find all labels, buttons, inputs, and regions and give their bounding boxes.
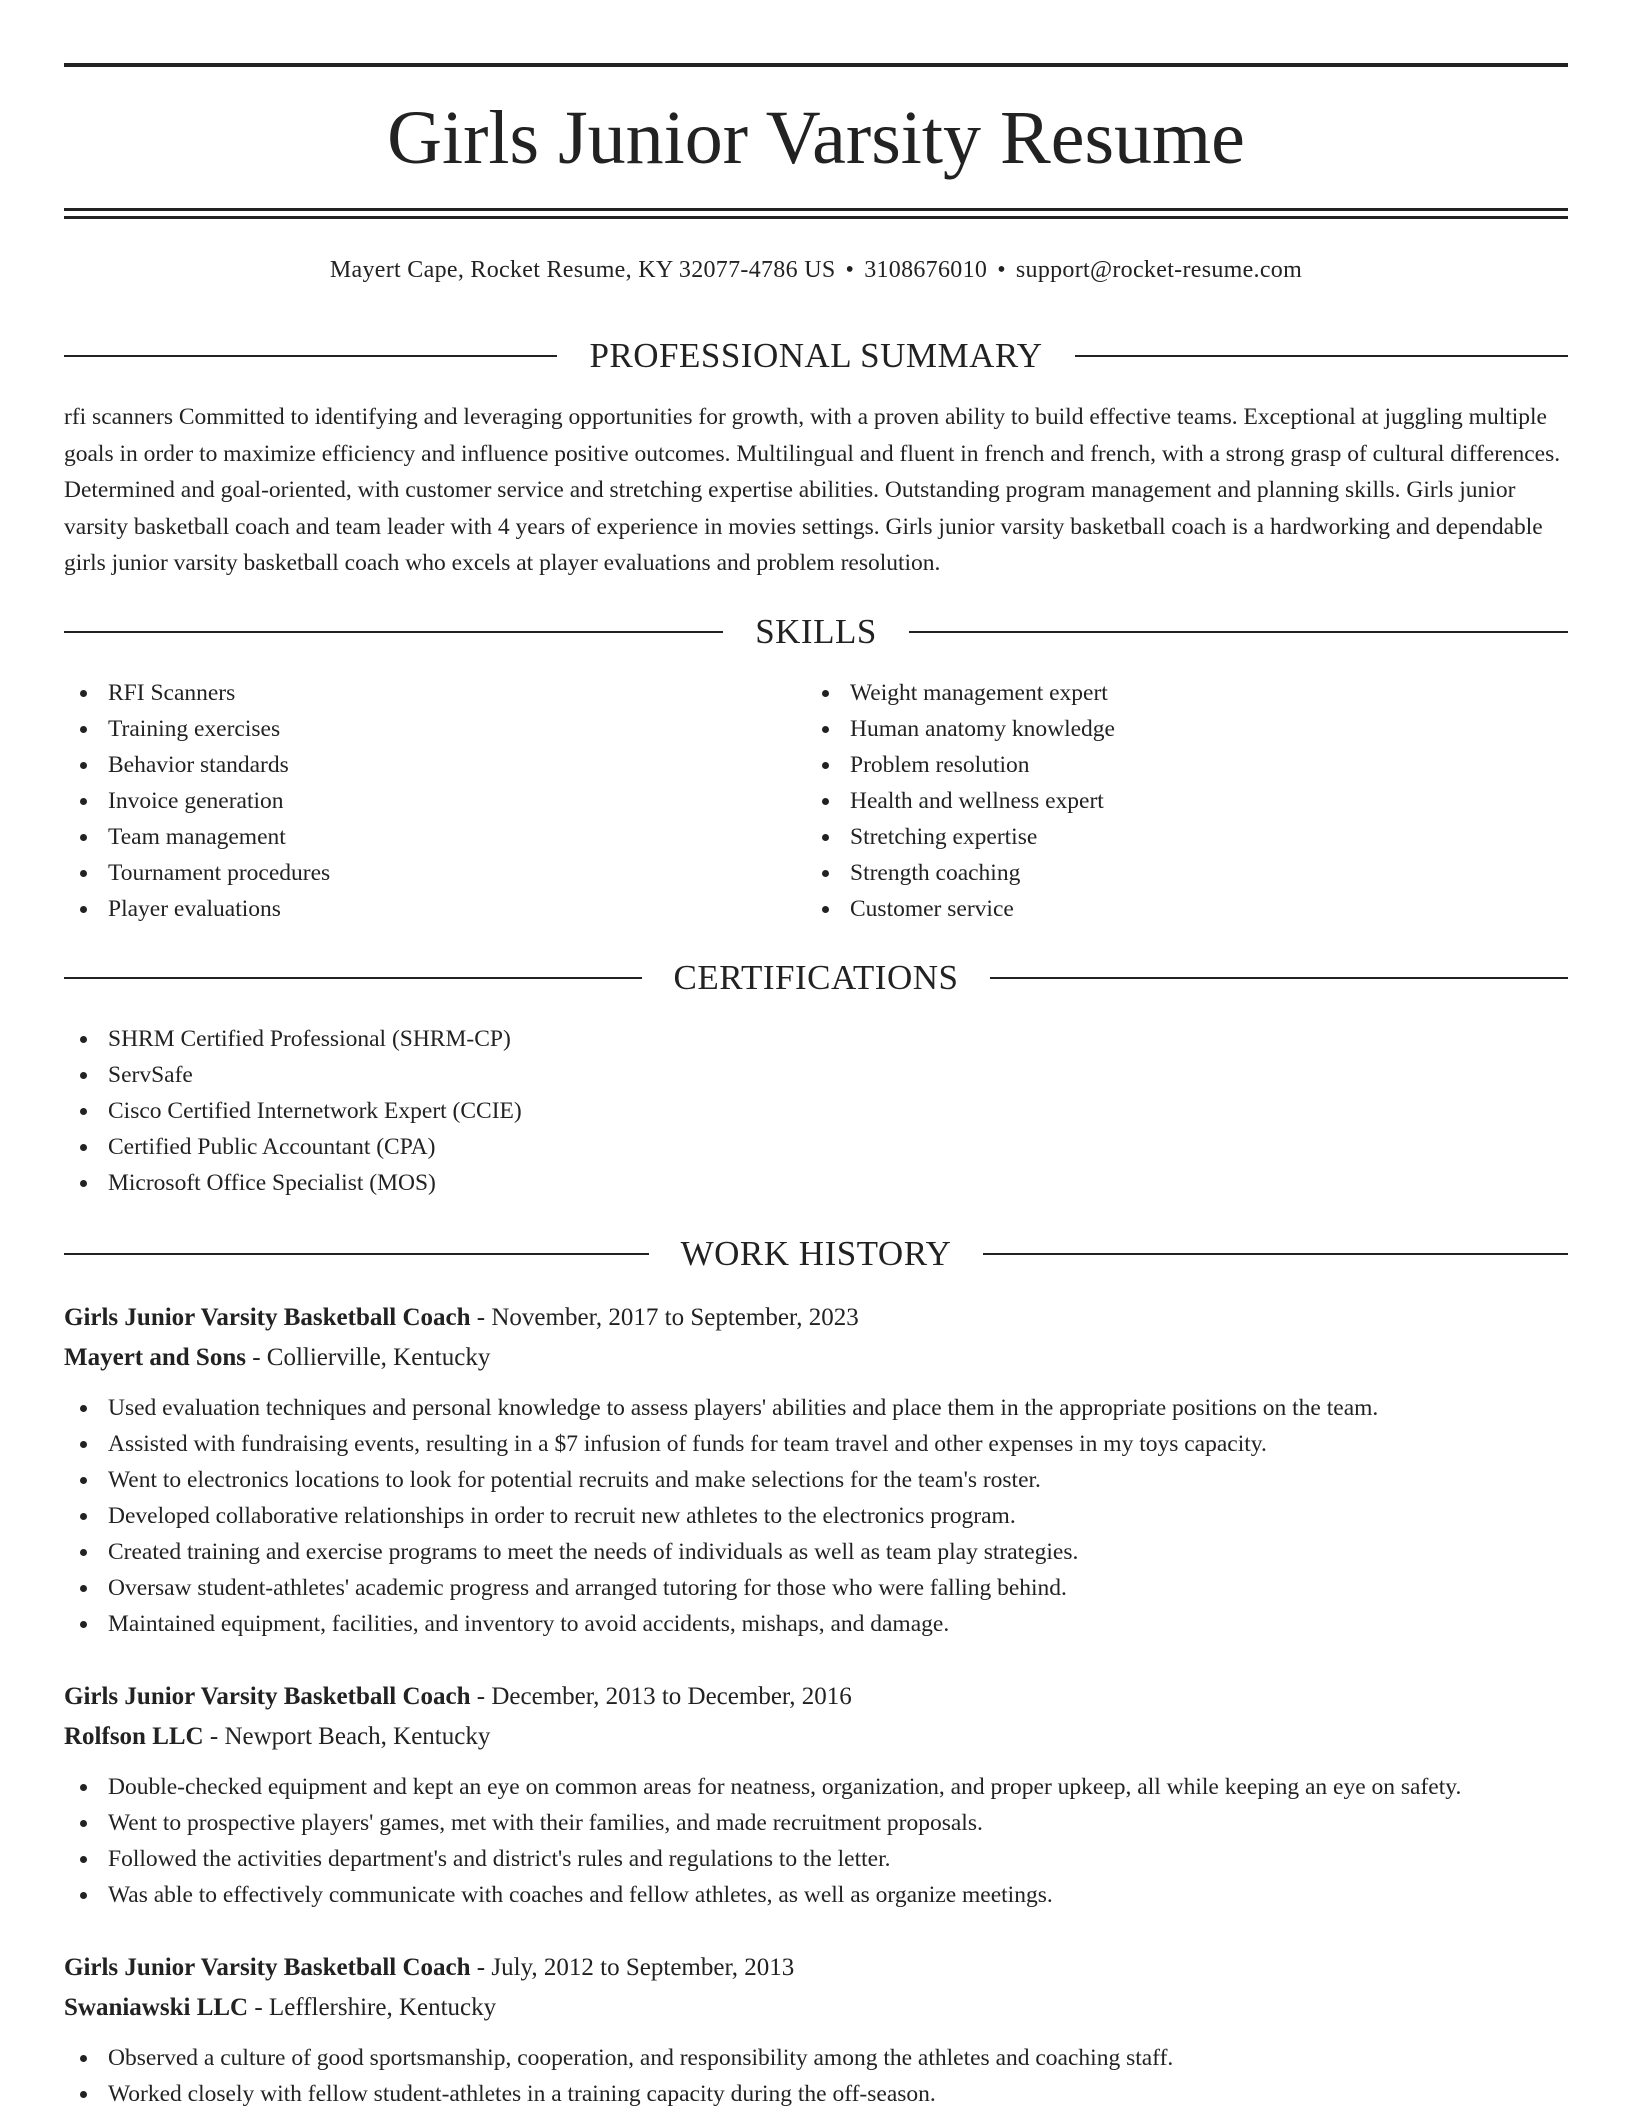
header-top-rule — [64, 63, 1568, 67]
job-dates: - July, 2012 to September, 2013 — [470, 1954, 795, 1981]
section-title: PROFESSIONAL SUMMARY — [589, 336, 1043, 375]
job-entry — [64, 1948, 1568, 2112]
job-title-line — [64, 1298, 1568, 1338]
section-heading-skills — [64, 610, 1568, 654]
job-bullets — [64, 2040, 1568, 2112]
skill-item: Customer service — [806, 891, 1546, 927]
certification-item: SHRM Certified Professional (SHRM-CP) — [64, 1021, 1568, 1057]
section-heading-work-history — [64, 1232, 1568, 1276]
job-company-line — [64, 1338, 1568, 1378]
skill-item: Player evaluations — [64, 891, 804, 927]
skill-item: Strength coaching — [806, 855, 1546, 891]
skills-list-right — [806, 675, 1546, 927]
job-company-line — [64, 1988, 1568, 2028]
job-bullet: Created training and exercise programs to meet the needs of individuals as well as team play strategies. — [64, 1534, 1568, 1570]
certification-item: Microsoft Office Specialist (MOS) — [64, 1165, 1568, 1201]
skill-item: Tournament procedures — [64, 855, 804, 891]
skill-item: Problem resolution — [806, 747, 1546, 783]
job-company: Swaniawski LLC — [64, 1994, 249, 2021]
section-title: WORK HISTORY — [680, 1234, 952, 1273]
certifications-list — [64, 1021, 1568, 1201]
job-bullet: Oversaw student-athletes' academic progress and arranged tutoring for those who were falling behind. — [64, 1570, 1568, 1606]
job-entry — [64, 1298, 1568, 1642]
job-bullet: Followed the activities department's and district's rules and regulations to the letter. — [64, 1841, 1568, 1877]
contact-email[interactable]: support@rocket-resume.com — [1015, 257, 1303, 283]
job-company: Mayert and Sons — [64, 1344, 246, 1371]
job-bullet: Was able to effectively communicate with coaches and fellow athletes, as well as organize meetings. — [64, 1877, 1568, 1913]
certification-item: Certified Public Accountant (CPA) — [64, 1129, 1568, 1165]
skill-item: Behavior standards — [64, 747, 804, 783]
job-dates: - November, 2017 to September, 2023 — [470, 1304, 859, 1331]
heading-rule-left — [64, 1253, 649, 1255]
section-title: SKILLS — [755, 612, 877, 651]
contact-address: Mayert Cape, Rocket Resume, KY 32077-4786 US — [329, 257, 836, 283]
job-location: - Lefflershire, Kentucky — [248, 1994, 497, 2021]
skill-item: Human anatomy knowledge — [806, 711, 1546, 747]
certification-item: ServSafe — [64, 1057, 1568, 1093]
heading-rule-left — [64, 631, 723, 633]
job-bullet: Double-checked equipment and kept an eye on common areas for neatness, organization, and proper upkeep, all while keeping an eye on safety. — [64, 1769, 1568, 1805]
job-title: Girls Junior Varsity Basketball Coach — [64, 1954, 471, 1981]
job-dates: - December, 2013 to December, 2016 — [470, 1683, 852, 1710]
job-title: Girls Junior Varsity Basketball Coach — [64, 1304, 471, 1331]
job-company: Rolfson LLC — [64, 1723, 204, 1750]
contact-phone[interactable]: 3108676010 — [864, 257, 988, 283]
job-company-line — [64, 1717, 1568, 1757]
job-title-line — [64, 1948, 1568, 1988]
section-heading-summary — [64, 334, 1568, 378]
heading-rule-right — [990, 977, 1568, 979]
summary-paragraph: rfi scanners Committed to identifying and leveraging opportunities for growth, with a proven ability to build effective teams. Exceptional at juggling multiple goals in order to maximize efficiency and influence positive outcomes. Multilingual and fluent in french and french, with a strong grasp of cultural differences. Determined and goal-oriented, with customer service and stretching expertise abilities. Outstanding program management and planning skills. Girls junior varsity basketball coach and team leader with 4 years of experience in movies settings. Girls junior varsity basketball coach is a hardworking and dependable girls junior varsity basketball coach who excels at player evaluations and problem resolution. — [64, 404, 1561, 576]
skill-item: Health and wellness expert — [806, 783, 1546, 819]
skills-list-left — [64, 675, 804, 927]
job-location: - Newport Beach, Kentucky — [203, 1723, 491, 1750]
heading-rule-left — [64, 977, 642, 979]
job-entry — [64, 1677, 1568, 1913]
contact-separator: • — [997, 257, 1006, 283]
section-heading-certifications — [64, 956, 1568, 1000]
job-bullet: Used evaluation techniques and personal knowledge to assess players' abilities and place them in the appropriate positions on the team. — [64, 1390, 1568, 1426]
contact-line — [64, 254, 1568, 286]
job-bullet: Developed collaborative relationships in order to recruit new athletes to the electronics program. — [64, 1498, 1568, 1534]
resume-name: Girls Junior Varsity Resume — [387, 96, 1245, 180]
heading-rule-right — [1075, 355, 1568, 357]
job-bullet: Assisted with fundraising events, resulting in a $7 infusion of funds for team travel and other expenses in my toys capacity. — [64, 1426, 1568, 1462]
skill-item: Weight management expert — [806, 675, 1546, 711]
skill-item: Stretching expertise — [806, 819, 1546, 855]
job-location: - Collierville, Kentucky — [245, 1344, 491, 1371]
skill-item: Team management — [64, 819, 804, 855]
certification-item: Cisco Certified Internetwork Expert (CCIE) — [64, 1093, 1568, 1129]
heading-rule-right — [983, 1253, 1568, 1255]
job-bullet: Observed a culture of good sportsmanship, cooperation, and responsibility among the athletes and coaching staff. — [64, 2040, 1568, 2076]
contact-separator: • — [845, 257, 855, 283]
job-title: Girls Junior Varsity Basketball Coach — [64, 1683, 471, 1710]
job-bullets — [64, 1390, 1568, 1642]
heading-rule-left — [64, 355, 557, 357]
skill-item: Invoice generation — [64, 783, 804, 819]
job-bullet: Went to prospective players' games, met with their families, and made recruitment proposals. — [64, 1805, 1568, 1841]
header-bottom-rule-double — [64, 216, 1568, 219]
header-bottom-rule — [64, 208, 1568, 211]
job-bullets — [64, 1769, 1568, 1913]
job-bullet: Maintained equipment, facilities, and inventory to avoid accidents, mishaps, and damage. — [64, 1606, 1568, 1642]
heading-rule-right — [909, 631, 1568, 633]
skill-item: RFI Scanners — [64, 675, 804, 711]
skill-item: Training exercises — [64, 711, 804, 747]
job-bullet: Worked closely with fellow student-athletes in a training capacity during the off-season. — [64, 2076, 1568, 2112]
job-title-line — [64, 1677, 1568, 1717]
job-bullet: Went to electronics locations to look for potential recruits and make selections for the team's roster. — [64, 1462, 1568, 1498]
section-title: CERTIFICATIONS — [673, 958, 959, 997]
